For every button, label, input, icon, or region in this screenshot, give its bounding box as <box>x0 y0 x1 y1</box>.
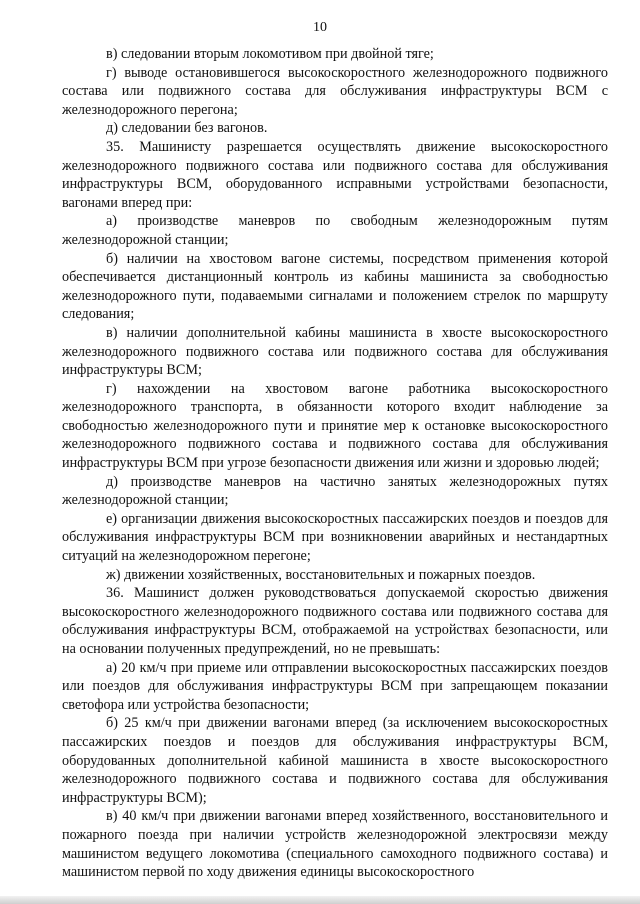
scan-bottom-edge <box>0 896 640 904</box>
paragraph-36: 36. Машинист должен руководствоваться допускаемой скоростью движения высокоскоростного железнодорожного подвижного состава или подвижного состава для обслуживания инфраструктуры ВСМ, отображаемой на устройствах безопасности, или на основании полученных предупреждений, но не превышать: <box>62 585 608 657</box>
page-number: 10 <box>313 20 327 35</box>
paragraph-35-item-e: е) организации движения высокоскоростных пассажирских поездов и поездов для обслуживания инфраструктуры ВСМ при возникновении аварийных и нестандартных ситуаций на железнодорожном перегоне; <box>62 510 608 565</box>
paragraph-item-v-second-locomotive: в) следовании вторым локомотивом при двойной тяге; <box>106 46 434 62</box>
paragraph-item-d-without-cars: д) следовании без вагонов. <box>106 120 268 137</box>
paragraph-35: 35. Машинисту разрешается осуществлять движение высокоскоростного железнодорожного подвижного состава или подвижного состава для обслуживания инфраструктуры ВСМ, оборудованного исправными устройствами безопасности, вагонами вперед при: <box>62 138 608 211</box>
paragraph-35-item-d: д) производстве маневров на частично занятых железнодорожных путях железнодорожной станции; <box>62 473 608 509</box>
paragraph-35-item-g: г) нахождении на хвостовом вагоне работника высокоскоростного железнодорожного транспорта, в обязанности которого входит наблюдение за свободностью железнодорожного пути и принятие мер к остановке высокоскоростного железнодорожного подвижного состава и подвижного состава для обслуживания инфраструктуры ВСМ при угрозе безопасности движения или жизни и здоровью людей; <box>62 380 608 472</box>
paragraph-item-g-removal-stopped-train: г) выводе остановившегося высокоскоростного железнодорожного подвижного состава или подвижного состава для обслуживания инфраструктуры ВСМ с железнодорожного перегона; <box>62 64 608 118</box>
paragraph-36-item-b: б) 25 км/ч при движении вагонами вперед (за исключением высокоскоростных пассажирских поездов и поездов для обслуживания инфраструктуры ВСМ, оборудованных дополнительной кабиной машиниста в хвосте высокоскоростного железнодорожного подвижного состава и подвижного состава для обслуживания инфраструктуры ВСМ); <box>62 715 608 806</box>
paragraph-36-item-a: а) 20 км/ч при приеме или отправлении высокоскоростных пассажирских поездов или поездов для обслуживания инфраструктуры ВСМ при запрещающем показании светофора или устройства безопасности; <box>62 659 608 713</box>
paragraph-35-item-a: а) производстве маневров по свободным железнодорожным путям железнодорожной станции; <box>62 213 608 248</box>
paragraph-35-item-v: в) наличии дополнительной кабины машиниста в хвосте высокоскоростного железнодорожного подвижного состава или подвижного состава для обслуживания инфраструктуры ВСМ; <box>62 324 608 379</box>
paragraph-35-item-b: б) наличии на хвостовом вагоне системы, посредством применения которой обеспечивается дистанционный контроль из кабины машиниста за свободностью железнодорожного пути, подаваемыми сигналами и положением стрелок по маршруту следования; <box>62 250 608 323</box>
paragraph-35-item-zh: ж) движении хозяйственных, восстановительных и пожарных поездов. <box>106 566 536 583</box>
paragraph-36-item-v: в) 40 км/ч при движении вагонами вперед хозяйственного, восстановительного и пожарного поезда при наличии устройств железнодорожной электросвязи между машинистом ведущего локомотива (специального самоходного подвижного состава) и машинистом первой по ходу движения единицы высокоскоростного <box>62 808 608 881</box>
document-body <box>62 45 608 882</box>
